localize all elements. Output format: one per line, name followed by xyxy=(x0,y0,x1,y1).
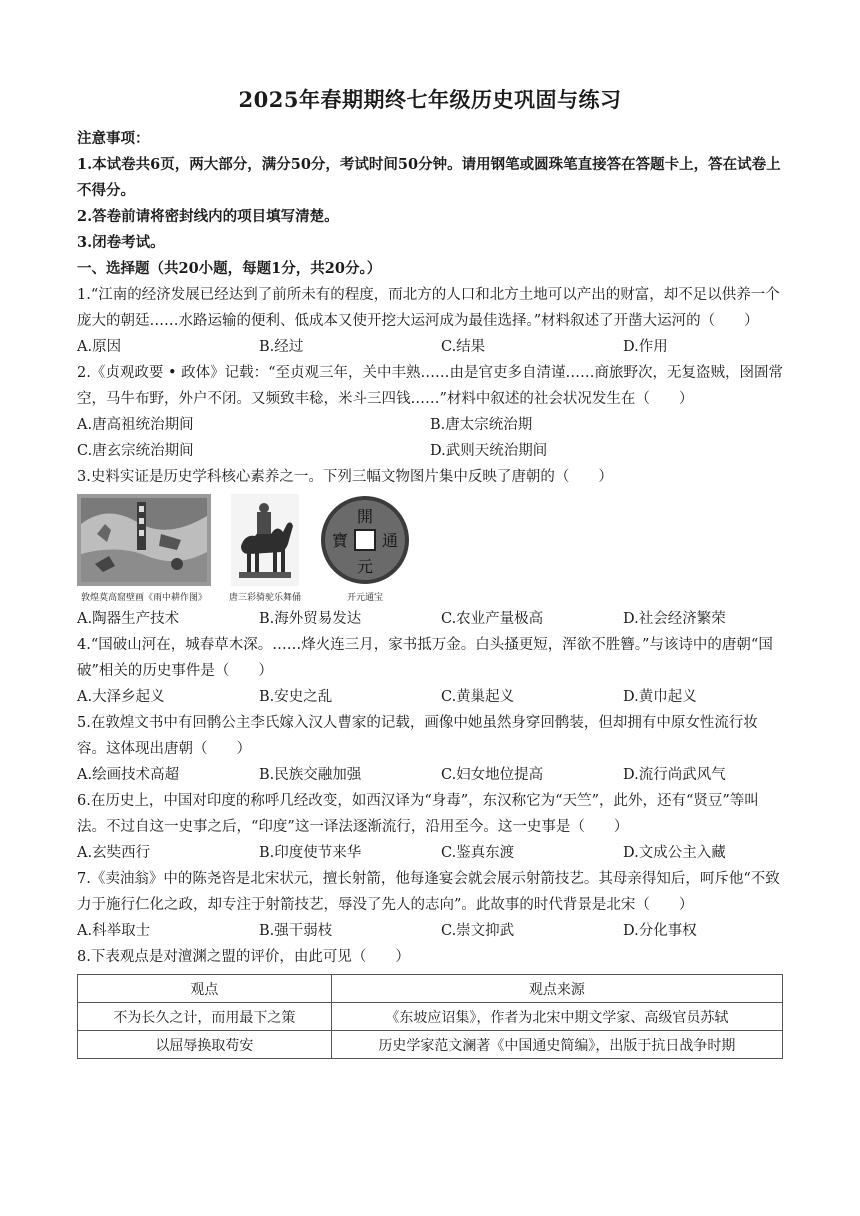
question-stem: 1.“江南的经济发展已经达到了前所未有的程度，而北方的人口和北方土地可以产出的财富，却不足以供养一个庞大的朝廷……水路运输的便利、低成本又使开挖大运河成为最佳选择。”材料叙述了开凿大运河的（ ） xyxy=(77,287,780,329)
option-d: D.作用 xyxy=(623,339,668,355)
option-row xyxy=(77,684,783,710)
option-a: A.科举取士 xyxy=(77,923,151,939)
coin-char-bottom: 元 xyxy=(357,557,374,576)
question-6 xyxy=(77,788,783,866)
question-stem: 6.在历史上，中国对印度的称呼几经改变，如西汉译为“身毒”，东汉称它为“天竺”，此外，还有“贤豆”等叫法。不过自这一史事之后，“印度”这一译法逐渐流行，沿用至今。这一史事是（ ） xyxy=(77,793,759,835)
figure-caption: 唐三彩骑驼乐舞俑 xyxy=(229,593,302,603)
option-a: A.玄奘西行 xyxy=(77,845,151,861)
question-3 xyxy=(77,464,783,632)
coin-char-right: 通 xyxy=(382,531,399,550)
table-header: 观点 xyxy=(78,975,332,1003)
table-cell: 以屈辱换取苟安 xyxy=(78,1031,332,1059)
table-row xyxy=(78,1031,783,1059)
option-b: B.经过 xyxy=(259,339,304,355)
figure-camel-figurine xyxy=(229,494,301,603)
option-b: B.海外贸易发达 xyxy=(259,611,362,627)
option-b: B.唐太宗统治期 xyxy=(430,417,533,433)
option-a: A.陶器生产技术 xyxy=(77,611,180,627)
mural-image xyxy=(77,494,211,586)
exam-page xyxy=(77,84,783,1059)
figure-caption: 开元通宝 xyxy=(347,593,384,603)
question-stem: 7.《卖油翁》中的陈尧咨是北宋状元，擅长射箭，他每逢宴会就会展示射箭技艺。其母亲得知后，呵斥他“不致力于施行仁化之政，却专注于射箭技艺，辱没了先人的志向”。此故事的时代背景是北宋（ ） xyxy=(77,871,780,913)
option-c: C.妇女地位提高 xyxy=(441,767,544,783)
option-a: A.大泽乡起义 xyxy=(77,689,165,705)
option-b: B.民族交融加强 xyxy=(259,767,362,783)
notice-heading: 注意事项： xyxy=(77,130,150,147)
question-2 xyxy=(77,360,783,464)
question-stem: 4.“国破山河在，城春草木深。……烽火连三月，家书抵万金。白头搔更短，浑欲不胜簪。”与该诗中的唐朝“国破”相关的历史事件是（ ） xyxy=(77,637,773,679)
option-c: C.农业产量极高 xyxy=(441,611,544,627)
question-1 xyxy=(77,282,783,360)
option-c: C.唐玄宗统治期间 xyxy=(77,443,194,459)
coin-char-top: 開 xyxy=(357,507,374,526)
table-row xyxy=(78,1003,783,1031)
figure-mural xyxy=(77,494,211,603)
camel-figurine-image xyxy=(231,494,299,586)
question-5 xyxy=(77,710,783,788)
page-title: 2025年春期期终七年级历史巩固与练习 xyxy=(238,87,622,112)
coin-image xyxy=(319,494,411,586)
option-d: D.黄巾起义 xyxy=(623,689,697,705)
option-d: D.社会经济繁荣 xyxy=(623,611,726,627)
option-c: C.黄巢起义 xyxy=(441,689,515,705)
option-a: A.原因 xyxy=(77,339,122,355)
notice-item: 1.本试卷共6页，两大部分，满分50分，考试时间50分钟。请用钢笔或圆珠笔直接答在答题卡上，答在试卷上不得分。 xyxy=(77,156,781,199)
question-stem: 2.《贞观政要 • 政体》记载：“至贞观三年，关中丰熟……由是官吏多自清谨……商旅野次，无复盗贼，囹圄常空，马牛布野，外户不闭。又频致丰稔，米斗三四钱……”材料中叙述的社会状况发生在（ ） xyxy=(77,365,784,407)
option-row xyxy=(77,412,783,438)
option-b: B.印度使节来华 xyxy=(259,845,362,861)
table-cell: 《东坡应诏集》，作者为北宋中期文学家、高级官员苏轼 xyxy=(331,1003,782,1031)
option-b: B.安史之乱 xyxy=(259,689,333,705)
option-row xyxy=(77,762,783,788)
figure-caption: 敦煌莫高窟壁画《雨中耕作图》 xyxy=(80,593,207,603)
section-heading: 一、选择题（共20小题，每题1分，共20分。） xyxy=(77,260,382,277)
option-d: D.武则天统治期间 xyxy=(430,443,548,459)
notice-item: 2.答卷前请将密封线内的项目填写清楚。 xyxy=(77,208,339,225)
table-cell: 不为长久之计，而用最下之策 xyxy=(78,1003,332,1031)
option-c: C.崇文抑武 xyxy=(441,923,515,939)
option-d: D.流行尚武风气 xyxy=(623,767,726,783)
table-cell: 历史学家范文澜著《中国通史简编》，出版于抗日战争时期 xyxy=(331,1031,782,1059)
question-stem: 5.在敦煌文书中有回鹘公主李氏嫁入汉人曹家的记载，画像中她虽然身穿回鹘装，但却拥有中原女性流行妆容。这体现出唐朝（ ） xyxy=(77,715,758,757)
option-row xyxy=(77,438,783,464)
figure-coin xyxy=(319,494,411,603)
question-7 xyxy=(77,866,783,944)
option-row xyxy=(77,840,783,866)
option-row xyxy=(77,334,783,360)
question-stem: 8.下表观点是对澶渊之盟的评价，由此可见（ ） xyxy=(77,949,410,965)
notice-item: 3.闭卷考试。 xyxy=(77,234,165,251)
option-c: C.结果 xyxy=(441,339,486,355)
option-row xyxy=(77,606,783,632)
option-d: D.文成公主入藏 xyxy=(623,845,726,861)
option-c: C.鉴真东渡 xyxy=(441,845,515,861)
option-d: D.分化事权 xyxy=(623,923,697,939)
artifact-images xyxy=(77,494,783,604)
option-row xyxy=(77,918,783,944)
coin-char-left: 寶 xyxy=(332,531,349,550)
question-4 xyxy=(77,632,783,710)
table-header: 观点来源 xyxy=(331,975,782,1003)
question-stem: 3.史料实证是历史学科核心素养之一。下列三幅文物图片集中反映了唐朝的（ ） xyxy=(77,469,613,485)
evaluation-table xyxy=(77,974,783,1059)
option-a: A.绘画技术高超 xyxy=(77,767,180,783)
question-8 xyxy=(77,944,783,1059)
option-b: B.强干弱枝 xyxy=(259,923,333,939)
table-header-row xyxy=(78,975,783,1003)
option-a: A.唐高祖统治期间 xyxy=(77,417,194,433)
